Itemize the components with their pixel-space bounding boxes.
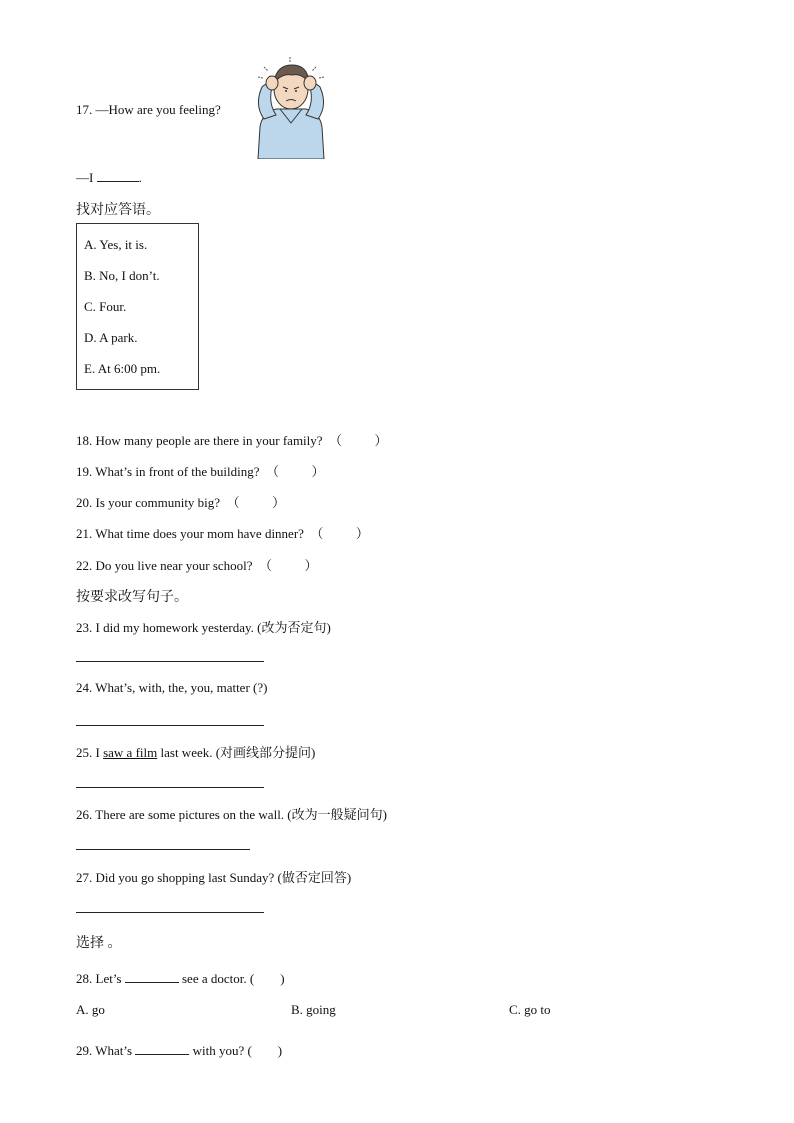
question-28-blank[interactable] [125,982,179,983]
answer-17-prefix: —I [76,170,94,185]
answer-17-blank[interactable] [97,181,139,182]
section-rewrite-title: 按要求改写句子。 [76,590,188,605]
question-25-suffix: last week. (对画线部分提问) [157,745,316,760]
option-b: B. No, I don’t. [84,268,160,283]
question-29 [76,1043,282,1059]
option-d: D. A park. [84,330,138,345]
question-18: 18. How many people are there in your family? （ ） [76,433,388,448]
question-20: 20. Is your community big? （ ） [76,495,286,510]
options-box [76,223,199,390]
answer-17 [76,170,142,186]
q28-option-a[interactable]: A. go [76,1002,105,1017]
section-match-title: 找对应答语。 [76,203,160,218]
option-a: A. Yes, it is. [84,237,148,252]
question-23: 23. I did my homework yesterday. (改为否定句) [76,620,331,635]
question-24: 24. What’s, with, the, you, matter (?) [76,680,268,695]
headache-boy-illustration [250,57,332,159]
q28-option-c[interactable]: C. go to [509,1002,551,1017]
answer-line-27[interactable] [76,912,264,913]
q28-option-b[interactable]: B. going [291,1002,336,1017]
question-25-underlined: saw a film [103,745,158,760]
option-e: E. At 6:00 pm. [84,361,161,376]
answer-line-23[interactable] [76,661,264,662]
question-21: 21. What time does your mom have dinner? （ ） [76,526,369,541]
question-25-prefix: 25. I [76,745,104,760]
question-27: 27. Did you go shopping last Sunday? (做否定回答) [76,870,352,885]
question-26: 26. There are some pictures on the wall. (改为一般疑问句) [76,807,387,822]
question-29-prefix: 29. What’s [76,1043,133,1058]
answer-line-25[interactable] [76,787,264,788]
answer-line-24[interactable] [76,725,264,726]
answer-line-26[interactable] [76,849,250,850]
question-28-suffix: see a doctor. ( ) [182,971,285,986]
question-19: 19. What’s in front of the building? （ ） [76,464,325,479]
option-c: C. Four. [84,299,127,314]
section-choice-title: 选择 。 [76,936,122,951]
question-29-blank[interactable] [135,1054,189,1055]
question-17: 17. —How are you feeling? [76,102,221,117]
question-28-prefix: 28. Let’s [76,971,122,986]
headache-boy-icon [250,57,332,159]
answer-17-suffix: . [138,170,142,185]
question-22: 22. Do you live near your school? （ ） [76,558,318,573]
question-25 [76,742,315,761]
question-29-suffix: with you? ( ) [192,1043,283,1058]
question-28 [76,971,285,987]
